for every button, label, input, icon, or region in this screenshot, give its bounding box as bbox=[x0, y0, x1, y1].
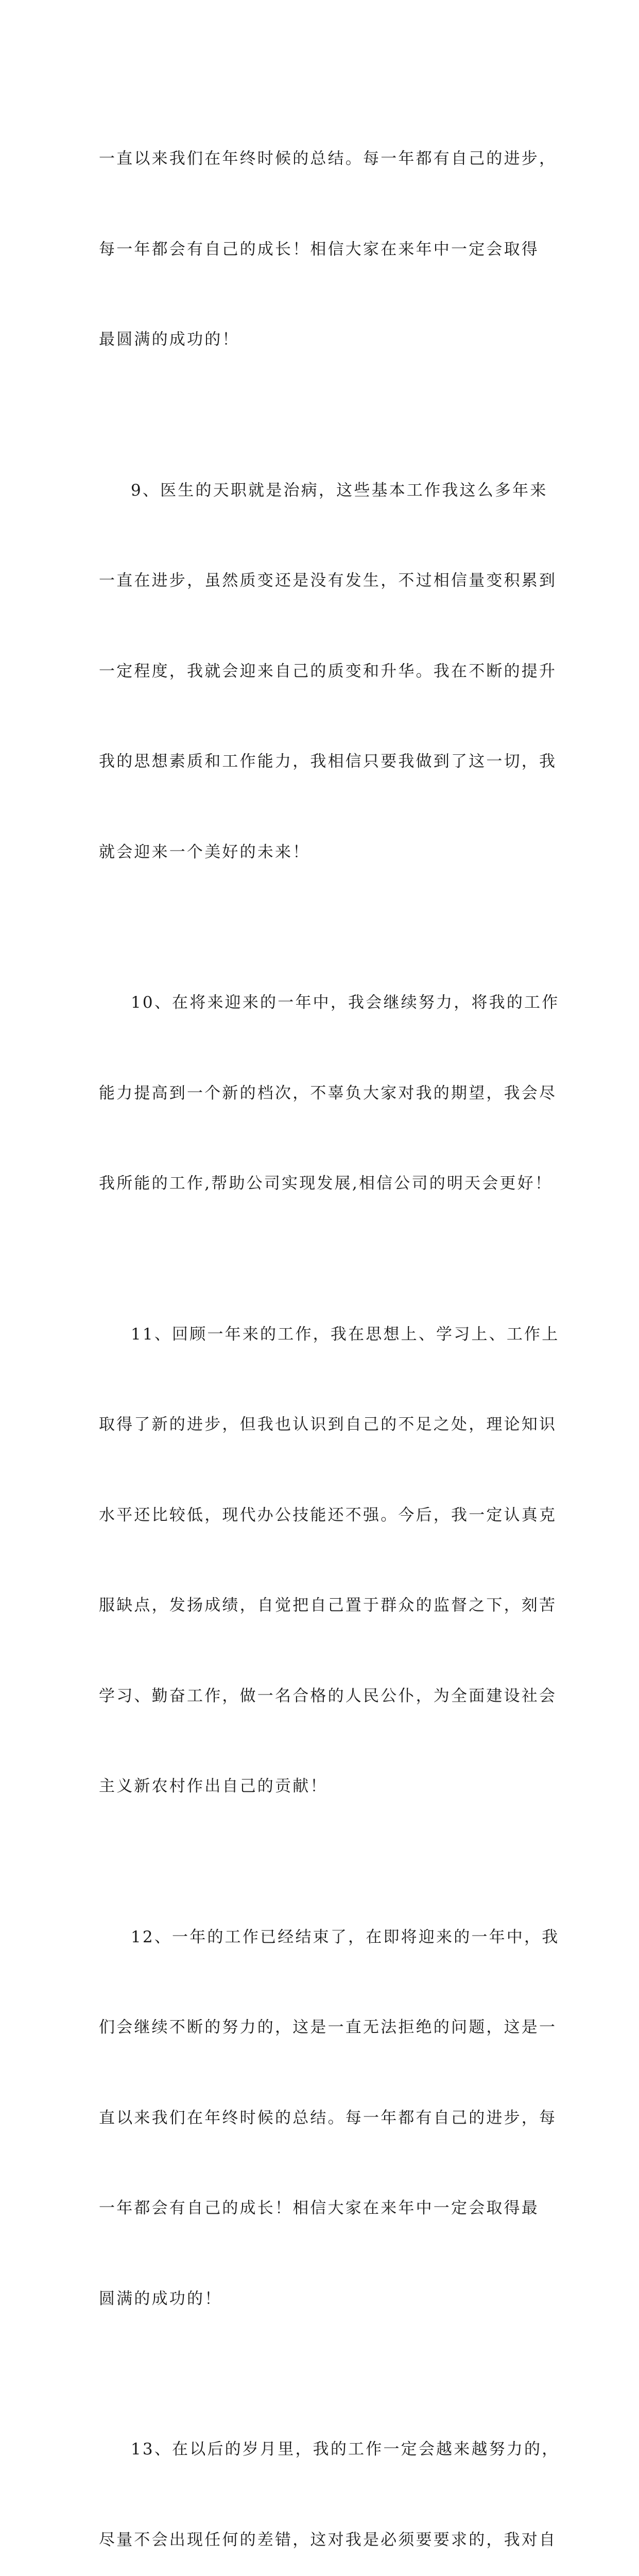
text-line: 每一年都会有自己的成长！相信大家在来年中一定会取得 bbox=[99, 240, 539, 259]
text-line: 12、一年的工作已经结束了，在即将迎来的一年中，我 bbox=[131, 1927, 560, 1946]
text-line: 能力提高到一个新的档次，不辜负大家对我的期望，我会尽 bbox=[99, 1083, 557, 1103]
text-line: 我所能的工作,帮助公司实现发展,相信公司的明天会更好！ bbox=[99, 1174, 553, 1193]
text-line: 取得了新的进步，但我也认识到自己的不足之处，理论知识 bbox=[99, 1415, 557, 1434]
text-line: 最圆满的成功的！ bbox=[99, 330, 240, 349]
text-line: 学习、勤奋工作，做一名合格的人民公仆，为全面建设社会 bbox=[99, 1686, 557, 1705]
paragraph-continued bbox=[99, 83, 557, 415]
text-line: 直以来我们在年终时候的总结。每一年都有自己的进步，每 bbox=[99, 2108, 557, 2127]
paragraph-10 bbox=[99, 927, 560, 1259]
text-line: 一年都会有自己的成长！相信大家在来年中一定会取得最 bbox=[99, 2199, 539, 2217]
text-line: 圆满的成功的！ bbox=[99, 2289, 222, 2308]
text-line: 10、在将来迎来的一年中，我会继续努力，将我的工作 bbox=[131, 993, 560, 1012]
paragraph-13 bbox=[99, 2374, 560, 2576]
text-line: 水平还比较低，现代办公技能还不强。今后，我一定认真克 bbox=[99, 1505, 557, 1524]
text-line: 服缺点，发扬成绩，自觉把自己置于群众的监督之下，刻苦 bbox=[99, 1596, 557, 1615]
document-body bbox=[99, 83, 560, 2576]
paragraph-12 bbox=[99, 1862, 560, 2375]
text-line: 9、医生的天职就是治病，这些基本工作我这么多年来 bbox=[131, 481, 548, 500]
text-line: 就会迎来一个美好的未来！ bbox=[99, 842, 310, 861]
text-line: 11、回顾一年来的工作，我在思想上、学习上、工作上 bbox=[131, 1325, 560, 1344]
text-line: 13、在以后的岁月里，我的工作一定会越来越努力的， bbox=[131, 2440, 560, 2459]
paragraph-11 bbox=[99, 1259, 560, 1862]
text-line: 一直在进步，虽然质变还是没有发生，不过相信量变积累到 bbox=[99, 571, 557, 590]
text-line: 们会继续不断的努力的，这是一直无法拒绝的问题，这是一 bbox=[99, 2018, 557, 2037]
text-line: 主义新农村作出自己的贡献！ bbox=[99, 1777, 328, 1795]
text-line: 一直以来我们在年终时候的总结。每一年都有自己的进步， bbox=[99, 149, 557, 168]
paragraph-9 bbox=[99, 415, 557, 928]
text-line: 我的思想素质和工作能力，我相信只要我做到了这一切，我 bbox=[99, 752, 557, 771]
text-line: 尽量不会出现任何的差错，这对我是必须要要求的，我对自 bbox=[99, 2530, 557, 2549]
text-line: 一定程度，我就会迎来自己的质变和升华。我在不断的提升 bbox=[99, 662, 557, 681]
